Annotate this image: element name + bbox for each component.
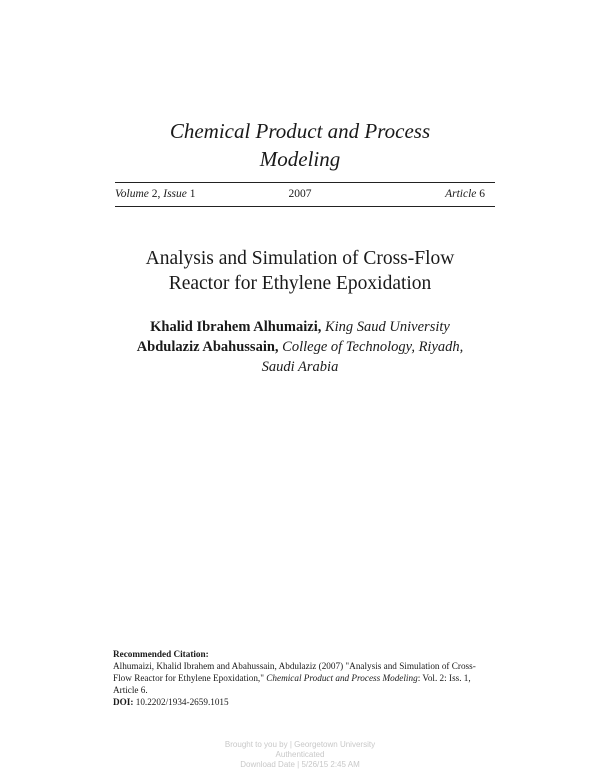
publication-year: 2007	[288, 188, 312, 200]
doi-link[interactable]: 10.2202/1934-2659.1015	[135, 697, 229, 707]
author-affiliation: King Saud University	[324, 319, 450, 335]
journal-title	[0, 117, 600, 173]
watermark-line2: Authenticated	[275, 750, 325, 759]
top-rule	[115, 182, 495, 183]
paper-title	[0, 246, 600, 296]
article-number: Article 6	[445, 188, 485, 200]
paper-title-line2: Reactor for Ethylene Epoxidation	[168, 273, 432, 294]
author-name: Abdulaziz Abahussain,	[136, 339, 279, 355]
author-list	[0, 317, 600, 377]
volume-issue: Volume 2, Issue 1	[115, 188, 196, 200]
author-line-1	[0, 317, 600, 337]
journal-title-line2: Modeling	[259, 147, 341, 171]
recommended-citation	[113, 648, 493, 708]
citation-heading: Recommended Citation:	[113, 649, 209, 659]
watermark-line1: Brought to you by | Georgetown University	[224, 740, 376, 749]
author-name: Khalid Ibrahem Alhumaizi,	[150, 319, 322, 335]
author-line-2	[0, 337, 600, 357]
author-affiliation: College of Technology, Riyadh,	[282, 339, 464, 355]
citation-doi: DOI: 10.2202/1934-2659.1015	[113, 697, 229, 707]
access-watermark	[0, 740, 600, 770]
watermark-line3: Download Date | 5/26/15 2:45 AM	[240, 760, 360, 769]
citation-body: Alhumaizi, Khalid Ibrahem and Abahussain, Abdulaziz (2007) "Analysis and Simulation of Cross-Flow Reactor for Ethylene Epoxidation," Chemical Product and Process Modeling: Vol. 2: Iss. 1, Article 6.	[113, 661, 476, 695]
journal-title-line1: Chemical Product and Process	[169, 119, 431, 143]
author-affiliation-continued: Saudi Arabia	[261, 359, 339, 375]
paper-title-line1: Analysis and Simulation of Cross-Flow	[145, 248, 455, 269]
bottom-rule	[115, 206, 495, 207]
author-line-3	[0, 357, 600, 377]
